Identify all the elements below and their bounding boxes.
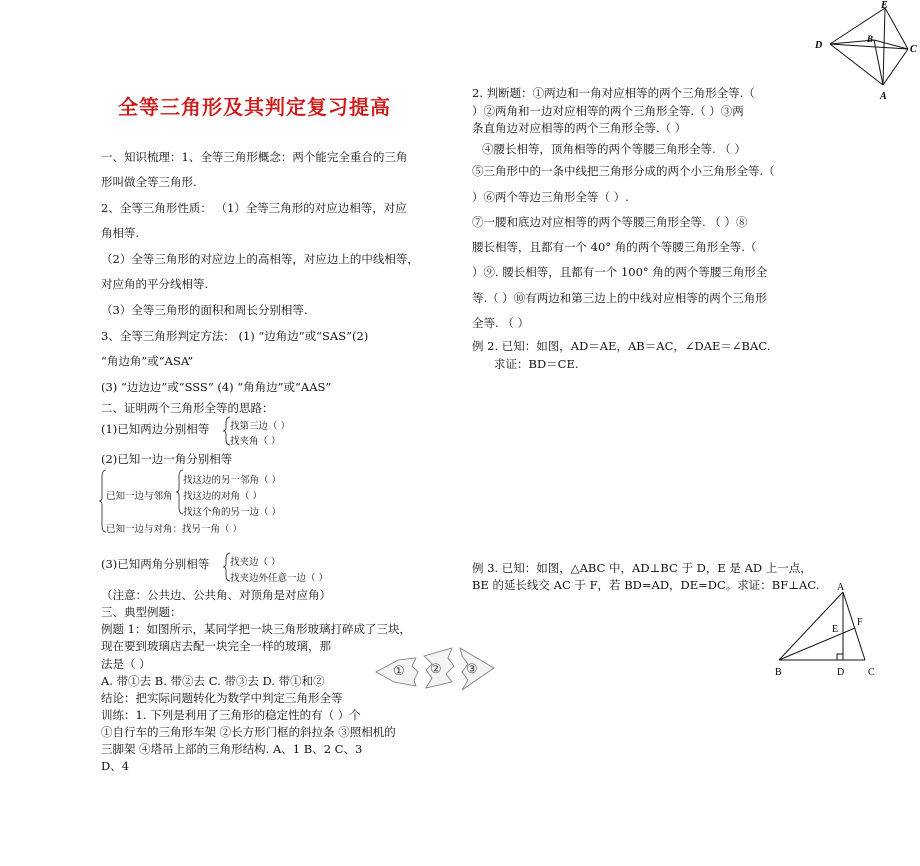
case-1-option-a: 找第三边（ ） bbox=[230, 421, 291, 432]
section-2-heading: 二、证明两个三角形全等的思路： bbox=[101, 401, 274, 415]
case-3-main: (3)已知两角分别相等 bbox=[101, 557, 210, 571]
criteria-line-3: (3) “边边边”或“SSS” (4) “角角边”或“AAS” bbox=[101, 380, 332, 394]
case-2-option-b: 找这边的对角（ ） bbox=[183, 491, 263, 502]
fig2-seg-BF bbox=[779, 628, 855, 660]
fig2-right-angle bbox=[837, 654, 843, 660]
fig1-label-B: B bbox=[867, 34, 874, 44]
training-line-3: 三脚架 ④塔吊上部的三角形结构. A、1 B、2 C、3 bbox=[101, 742, 363, 756]
property-3: （3）全等三角形的面积和周长分别相等. bbox=[101, 303, 308, 317]
example-2-line-2: 求证：BD＝CE. bbox=[494, 357, 579, 371]
property-line-1: 2、全等三角形性质： （1）全等三角形的对应边相等，对应 bbox=[101, 201, 407, 215]
case-2-main: (2)已知一边一角分别相等 bbox=[101, 452, 233, 466]
note: （注意：公共边、公共角、对顶角是对应角） bbox=[101, 588, 331, 602]
figure-example-3 bbox=[770, 578, 882, 682]
training-line-4: D、4 bbox=[101, 759, 130, 773]
case-2-option-c: 找这个角的另一边（ ） bbox=[183, 507, 282, 518]
glass-label-3: ③ bbox=[466, 661, 478, 676]
fig1-seg-DA bbox=[830, 44, 883, 85]
fig1-label-E: E bbox=[881, 0, 888, 11]
fig1-label-C: C bbox=[910, 44, 917, 55]
judge-line-8: 腰长相等，且都有一个 40° 角的两个等腰三角形全等.（ bbox=[472, 240, 757, 254]
criteria-line-2: “角边角”或“ASA” bbox=[101, 354, 194, 368]
knowledge-line-2: 形叫做全等三角形. bbox=[101, 175, 197, 189]
property-line-2: 角相等. bbox=[101, 226, 140, 240]
fig2-label-C: C bbox=[868, 667, 875, 678]
case-3-option-b: 找夹边外任意一边（ ） bbox=[230, 573, 329, 584]
fig1-label-A: A bbox=[880, 91, 887, 102]
judge-line-9: ）⑨. 腰长相等，且都有一个 100° 角的两个等腰三角形全 bbox=[472, 265, 768, 279]
judge-line-1: 2. 判断题：①两边和一角对应相等的两个三角形全等.（ bbox=[472, 86, 755, 100]
training-line-2: ①自行车的三角形车架 ②长方形门框的斜拉条 ③照相机的 bbox=[101, 725, 396, 739]
fig1-seg-DC bbox=[830, 44, 908, 49]
example-2-line-1: 例 2. 已知：如图，AD＝AE，AB＝AC，∠DAE＝∠BAC. bbox=[472, 339, 771, 353]
judge-line-5: ⑤三角形中的一条中线把三角形分成的两个小三角形全等.（ bbox=[472, 164, 775, 178]
section-3-heading: 三、典型例题： bbox=[101, 605, 182, 619]
fig2-label-B: B bbox=[775, 667, 782, 678]
glass-label-1: ① bbox=[393, 663, 405, 678]
training-line-1: 训练：1. 下列是利用了三角形的稳定性的有（ ）个 bbox=[101, 708, 361, 722]
figure-example-2 bbox=[812, 0, 918, 102]
case-1-main: (1)已知两边分别相等 bbox=[101, 422, 210, 436]
fig1-seg-EA bbox=[883, 8, 885, 85]
judge-line-7: ⑦一腰和底边对应相等的两个等腰三角形全等. （ ）⑧ bbox=[472, 215, 748, 229]
fig1-seg-DE bbox=[830, 8, 885, 44]
case-2-option-a: 找这边的另一邻角（ ） bbox=[183, 475, 282, 486]
judge-line-6: ）⑥两个等边三角形全等（ ）. bbox=[472, 190, 629, 204]
knowledge-line-1: 一、知识梳理：1、全等三角形概念：两个能完全重合的三角 bbox=[101, 150, 408, 164]
fig2-label-D: D bbox=[837, 667, 845, 678]
case-2-sub-1: 已知一边与邻角 bbox=[106, 491, 173, 502]
example-1-line-3: 法是（ ） bbox=[101, 657, 151, 671]
fig1-seg-EC bbox=[885, 8, 908, 49]
glass-label-2: ② bbox=[430, 661, 442, 676]
page-title: 全等三角形及其判定复习提高 bbox=[118, 95, 391, 119]
judge-line-2: ）②两角和一边对应相等的两个三角形全等.（ ）③两 bbox=[472, 104, 744, 118]
conclusion: 结论：把实际问题转化为数学中判定三角形全等 bbox=[101, 691, 343, 705]
case-2-sub-2: 已知一边与对角：找另一角（ ） bbox=[106, 524, 243, 535]
case-1-option-b: 找夹角（ ） bbox=[230, 436, 281, 447]
example-1-line-1: 例题 1：如图所示，某同学把一块三角形玻璃打碎成了三块， bbox=[101, 622, 411, 636]
example-3-line-1: 例 3. 已知：如图，△ABC 中，AD⊥BC 于 D，E 是 AD 上一点， bbox=[472, 561, 812, 575]
example-1-line-2: 现在要到玻璃店去配一块完全一样的玻璃，那 bbox=[101, 639, 331, 653]
fig2-label-E: E bbox=[832, 624, 839, 635]
criteria-line-1: 3、全等三角形判定方法： (1) “边角边”或“SAS”(2) bbox=[101, 329, 369, 343]
case-3-option-a: 找夹边（ ） bbox=[230, 557, 281, 568]
judge-line-4: ④腰长相等，顶角相等的两个等腰三角形全等. （ ） bbox=[482, 142, 746, 156]
fig1-label-D: D bbox=[815, 40, 823, 51]
property-2-line-1: （2）全等三角形的对应边上的高相等，对应边上的中线相等， bbox=[101, 252, 419, 266]
fig2-label-A: A bbox=[837, 582, 845, 593]
example-1-options: A. 带①去 B. 带②去 C. 带③去 D. 带①和② bbox=[101, 674, 325, 688]
judge-line-10: 等.（ ）⑩有两边和第三边上的中线对应相等的两个三角形 bbox=[472, 291, 767, 305]
fig2-label-F: F bbox=[857, 617, 863, 628]
property-2-line-2: 对应角的平分线相等. bbox=[101, 277, 209, 291]
broken-glass-figure bbox=[370, 642, 500, 694]
judge-line-3: 条直角边对应相等的两个三角形全等.（ ） bbox=[472, 121, 687, 135]
example-3-line-2: BE 的延长线交 AC 于 F，若 BD=AD，DE=DC。求证：BF⊥AC. bbox=[472, 578, 820, 592]
judge-line-11: 全等. （ ） bbox=[472, 316, 529, 330]
fig1-seg-CA bbox=[883, 49, 908, 85]
